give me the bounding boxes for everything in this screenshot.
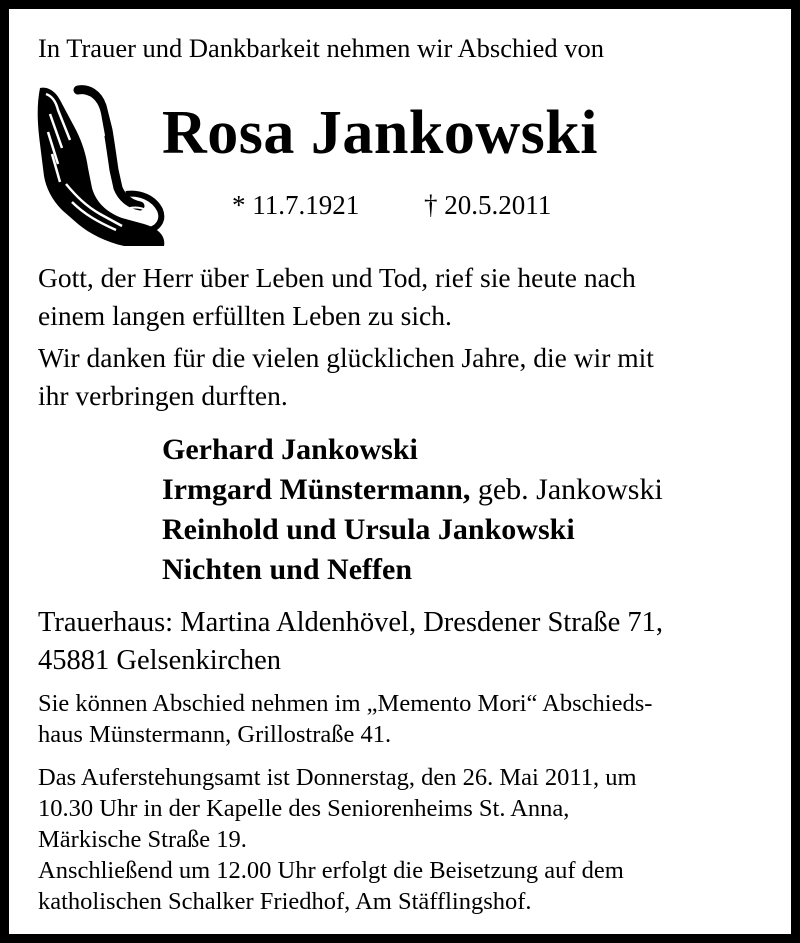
text-line: Märkische Straße 19. [38,826,247,853]
farewell-info [38,688,652,750]
paragraph-faith [38,259,636,335]
praying-hands-icon [26,84,168,250]
death-date: † 20.5.2011 [424,190,552,220]
mourner-note: geb. Jankowski [470,473,663,506]
paragraph-thanks [38,339,654,415]
mourner-name: Nichten und Neffen [162,553,413,586]
mourner-name: Irmgard Münstermann, [162,473,471,506]
text-line: Das Auferstehungsamt ist Donnerstag, den 26. Mai 2011, um [38,764,637,791]
intro-line: In Trauer und Dankbarkeit nehmen wir Abschied von [38,33,604,63]
mourning-house-address [38,604,663,680]
text-line: ihr verbringen durften. [38,380,288,411]
text-line: 45881 Gelsenkirchen [38,645,281,676]
service-info [38,762,637,917]
mourner-line [162,430,418,470]
text-line: Wir danken für die vielen glücklichen Jahre, die wir mit [38,342,654,373]
text-line: Anschließend um 12.00 Uhr erfolgt die Beisetzung auf dem [38,857,624,884]
mourner-line [162,510,575,550]
text-line: einem langen erfüllten Leben zu sich. [38,300,452,331]
text-line: 10.30 Uhr in der Kapelle des Seniorenheims St. Anna, [38,795,570,822]
birth-date: * 11.7.1921 [232,190,360,220]
mourner-name: Gerhard Jankowski [162,433,418,466]
text-line: katholischen Schalker Friedhof, Am Stäfflingshof. [38,888,532,915]
mourner-line [162,470,663,510]
text-line: Gott, der Herr über Leben und Tod, rief sie heute nach [38,262,636,293]
text-line: Sie können Abschied nehmen im „Memento Mori“ Abschieds- [38,690,653,717]
mourner-name: Reinhold und Ursula Jankowski [162,513,575,546]
deceased-name: Rosa Jankowski [162,99,598,167]
mourner-line [162,550,412,590]
text-line: Trauerhaus: Martina Aldenhövel, Dresdener Straße 71, [38,607,663,638]
text-line: haus Münstermann, Grillostraße 41. [38,721,392,748]
